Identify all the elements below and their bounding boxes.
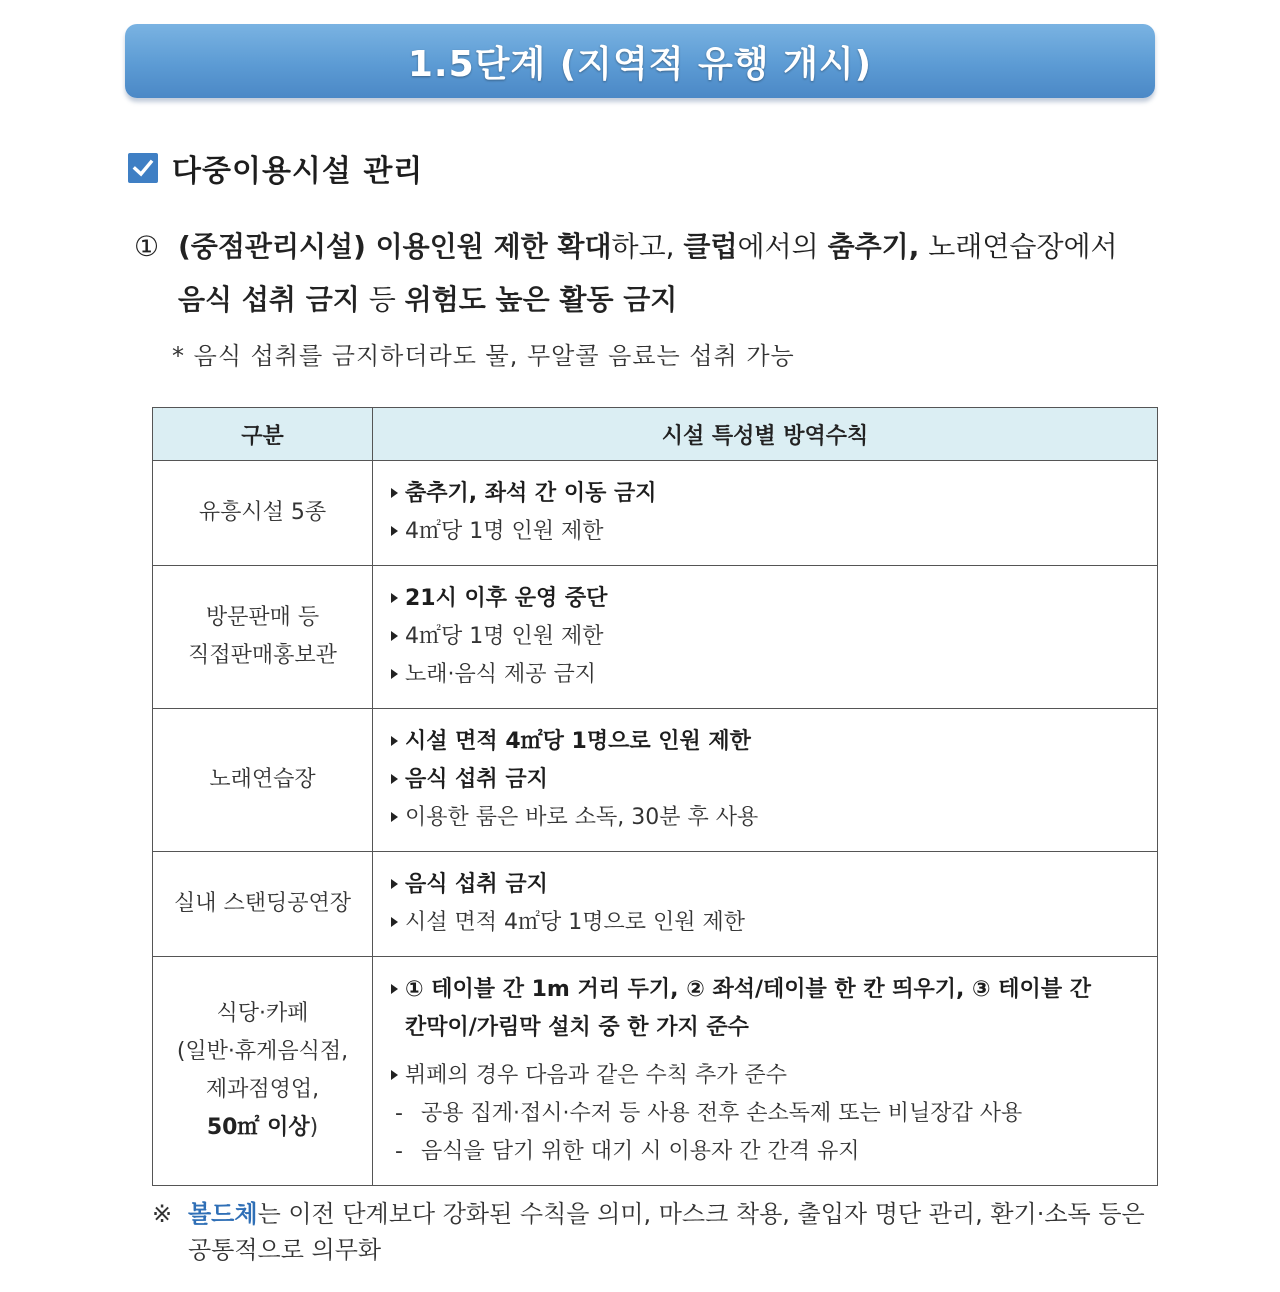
rule-text: 이용한 룸은 바로 소독, 30분 후 사용 bbox=[405, 805, 759, 830]
table-row bbox=[153, 957, 1158, 1186]
triangle-bullet-icon bbox=[391, 631, 398, 641]
category-cell bbox=[153, 709, 373, 852]
rule-text: 21시 이후 운영 중단 bbox=[405, 586, 608, 611]
table-row bbox=[153, 566, 1158, 709]
rule-bullet bbox=[391, 866, 1143, 904]
triangle-bullet-icon bbox=[391, 669, 398, 679]
category-cell bbox=[153, 957, 373, 1186]
header-category: 구분 bbox=[153, 408, 373, 461]
category-label: 노래연습장 bbox=[209, 767, 316, 792]
footnote: * 음식 섭취를 금지하더라도 물, 무알콜 음료는 섭취 가능 bbox=[172, 342, 795, 370]
rule-text: 4㎡당 1명 인원 제한 bbox=[405, 624, 604, 649]
category-bold-text: 50㎡ 이상 bbox=[206, 1115, 310, 1140]
section-title: 다중이용시설 관리 bbox=[172, 154, 424, 189]
checkbox-checked-icon bbox=[128, 153, 158, 183]
section-heading bbox=[128, 148, 423, 188]
triangle-bullet-icon bbox=[391, 774, 398, 784]
rule-cell bbox=[373, 709, 1158, 852]
table-row bbox=[153, 852, 1158, 957]
item-text: 노래연습장에서 bbox=[919, 230, 1118, 263]
rule-bullet bbox=[391, 656, 1143, 694]
rule-cell bbox=[373, 957, 1158, 1186]
rule-text: ① 테이블 간 1m 거리 두기, ② 좌석/테이블 한 칸 띄우기, ③ 테이블 간 bbox=[405, 977, 1091, 1002]
footer-note bbox=[152, 1196, 1162, 1268]
table-header-row bbox=[153, 408, 1158, 461]
rule-bullet bbox=[391, 580, 1143, 618]
rule-item-line-1 bbox=[134, 220, 1164, 273]
rule-bullet bbox=[391, 618, 1143, 656]
triangle-bullet-icon bbox=[391, 488, 398, 498]
rule-text: 춤추기, 좌석 간 이동 금지 bbox=[405, 481, 657, 506]
category-label: 실내 스탠딩공연장 bbox=[173, 891, 351, 916]
footer-line-1 bbox=[152, 1196, 1162, 1232]
category-label: 제과점영업, bbox=[205, 1077, 320, 1102]
triangle-bullet-icon bbox=[391, 1070, 398, 1080]
footer-highlight: 볼드체 bbox=[188, 1200, 258, 1228]
rule-text-continuation: 칸막이/가림막 설치 중 한 가지 준수 bbox=[405, 1015, 749, 1040]
triangle-bullet-icon bbox=[391, 984, 398, 994]
table-row bbox=[153, 461, 1158, 566]
item-text-bold: 위험도 높은 활동 금지 bbox=[404, 283, 678, 316]
rule-cell bbox=[373, 852, 1158, 957]
item-number: ① bbox=[134, 230, 160, 263]
category-label: (일반·휴게음식점, bbox=[176, 1039, 349, 1064]
footer-line-2: 공통적으로 의무화 bbox=[188, 1236, 382, 1264]
rule-bullet bbox=[391, 971, 1143, 1009]
triangle-bullet-icon bbox=[391, 526, 398, 536]
rule-text: 4㎡당 1명 인원 제한 bbox=[405, 519, 604, 544]
rule-bullet bbox=[391, 1057, 1143, 1095]
dash-marker: - bbox=[395, 1139, 403, 1164]
item-text-bold: 클럽 bbox=[683, 230, 738, 263]
rule-text: 음식 섭취 금지 bbox=[405, 872, 548, 897]
category-label bbox=[154, 1109, 371, 1147]
category-label: 식당·카페 bbox=[216, 1001, 309, 1026]
sub-item bbox=[391, 1133, 1143, 1171]
item-text-bold: 음식 섭취 금지 bbox=[178, 283, 360, 316]
reference-mark: ※ bbox=[152, 1200, 173, 1228]
category-cell bbox=[153, 566, 373, 709]
rule-item-1 bbox=[134, 220, 1164, 326]
rule-item-line-2 bbox=[134, 273, 1164, 326]
sub-item-text: 공용 집게·접시·수저 등 사용 전후 손소독제 또는 비닐장갑 사용 bbox=[421, 1101, 1023, 1126]
rule-bullet bbox=[391, 761, 1143, 799]
rule-text: 시설 면적 4㎡당 1명으로 인원 제한 bbox=[405, 910, 745, 935]
item-text-bold: (중점관리시설) 이용인원 제한 확대 bbox=[178, 230, 612, 263]
banner-title: 1.5단계 (지역적 유행 개시) bbox=[407, 43, 873, 85]
item-text-bold: 춤추기, bbox=[827, 230, 920, 263]
rule-cell bbox=[373, 566, 1158, 709]
header-rules: 시설 특성별 방역수칙 bbox=[373, 408, 1158, 461]
category-label: 유흥시설 5종 bbox=[198, 500, 327, 525]
rule-text: 시설 면적 4㎡당 1명으로 인원 제한 bbox=[405, 729, 751, 754]
rule-cell bbox=[373, 461, 1158, 566]
rule-bullet bbox=[391, 723, 1143, 761]
footer-text: 는 이전 단계보다 강화된 수칙을 의미, 마스크 착용, 출입자 명단 관리, 환기·소독 등은 bbox=[257, 1200, 1145, 1228]
triangle-bullet-icon bbox=[391, 879, 398, 889]
category-label: 직접판매홍보관 bbox=[188, 643, 337, 668]
item-text: 에서의 bbox=[737, 230, 828, 263]
triangle-bullet-icon bbox=[391, 736, 398, 746]
rule-bullet bbox=[391, 904, 1143, 942]
category-cell bbox=[153, 461, 373, 566]
item-text: 등 bbox=[359, 283, 405, 316]
category-text: ) bbox=[309, 1115, 319, 1140]
triangle-bullet-icon bbox=[391, 917, 398, 927]
rule-text: 노래·음식 제공 금지 bbox=[405, 662, 596, 687]
rule-text: 뷔페의 경우 다음과 같은 수칙 추가 준수 bbox=[405, 1063, 787, 1088]
triangle-bullet-icon bbox=[391, 593, 398, 603]
rule-bullet bbox=[391, 475, 1143, 513]
table-row bbox=[153, 709, 1158, 852]
rules-table bbox=[152, 407, 1158, 1186]
rule-text: 음식 섭취 금지 bbox=[405, 767, 548, 792]
sub-item-text: 음식을 담기 위한 대기 시 이용자 간 간격 유지 bbox=[421, 1139, 860, 1164]
rule-bullet bbox=[391, 513, 1143, 551]
stage-banner bbox=[125, 24, 1155, 98]
item-text: 하고, bbox=[611, 230, 684, 263]
rule-bullet bbox=[391, 799, 1143, 837]
dash-marker: - bbox=[395, 1101, 403, 1126]
category-cell bbox=[153, 852, 373, 957]
category-label: 방문판매 등 bbox=[205, 605, 320, 630]
triangle-bullet-icon bbox=[391, 812, 398, 822]
sub-item bbox=[391, 1095, 1143, 1133]
